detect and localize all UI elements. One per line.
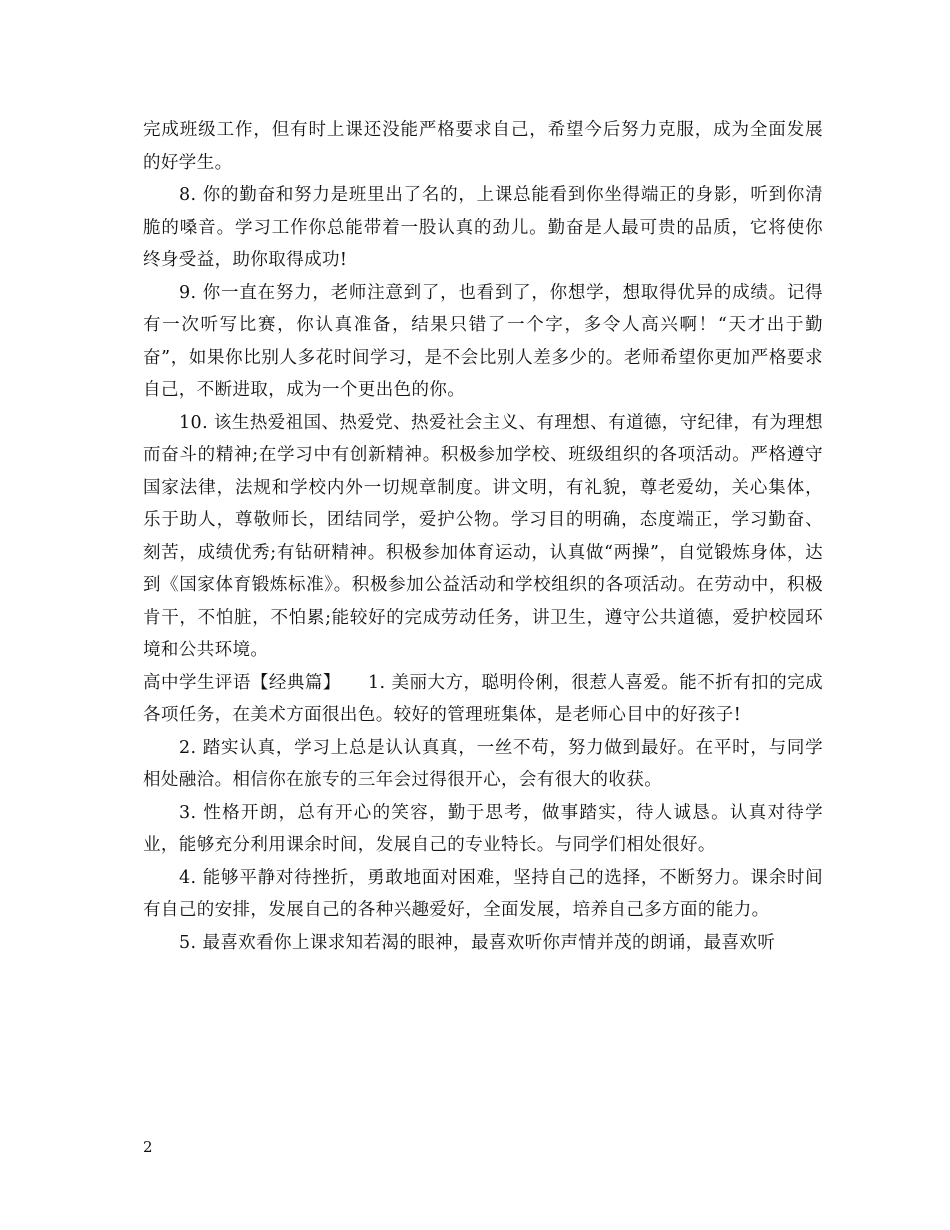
paragraph-comment-2: 2. 踏实认真，学习上总是认认真真，一丝不苟，努力做到最好。在平时，与同学相处融洽。相信你在旅专的三年会过得很开心，会有很大的收获。 [143,737,823,790]
paragraph-comment-3: 3. 性格开朗，总有开心的笑容，勤于思考，做事踏实，待人诚恳。认真对待学业，能够充分利用课余时间，发展自己的专业特长。与同学们相处很好。 [143,802,823,855]
paragraph-comment-8: 8. 你的勤奋和努力是班里出了名的，上课总能看到你坐得端正的身影，听到你清脆的嗓音。学习工作你总能带着一股认真的劲儿。勤奋是人最可贵的品质，它将使你终身受益，助你取得成功! [143,185,823,270]
document-body [143,114,823,959]
paragraph-comment-10: 10. 该生热爱祖国、热爱党、热爱社会主义、有理想、有道德，守纪律，有为理想而奋斗的精神;在学习中有创新精神。积极参加学校、班级组织的各项活动。严格遵守国家法律，法规和学校内外一切规章制度。讲文明，有礼貌，尊老爱幼，关心集体，乐于助人，尊敬师长，团结同学，爱护公物。学习目的明确，态度端正，学习勤奋、刻苦，成绩优秀;有钻研精神。积极参加体育运动，认真做“两操”，自觉锻炼身体，达到《国家体育锻炼标准》。积极参加公益活动和学校组织的各项活动。在劳动中，积极肯干，不怕脏，不怕累;能较好的完成劳动任务，讲卫生，遵守公共道德，爱护校园环境和公共环境。 [143,412,823,660]
page-number: 2 [143,1138,153,1156]
paragraph-section-heading-comment-1: 高中学生评语【经典篇】 1. 美丽大方，聪明伶俐，很惹人喜爱。能不折有扣的完成各项任务，在美术方面很出色。较好的管理班集体，是老师心目中的好孩子! [143,672,823,725]
paragraph-comment-4: 4. 能够平静对待挫折，勇敢地面对困难，坚持自己的选择，不断努力。课余时间有自己的安排，发展自己的各种兴趣爱好，全面发展，培养自己多方面的能力。 [143,867,823,920]
paragraph-comment-9: 9. 你一直在努力，老师注意到了，也看到了，你想学，想取得优异的成绩。记得有一次听写比赛，你认真准备，结果只错了一个字，多令人高兴啊！“天才出于勤奋”，如果你比别人多花时间学习，是不会比别人差多少的。老师希望你更加严格要求自己，不断进取，成为一个更出色的你。 [143,282,823,400]
paragraph-comment-5: 5. 最喜欢看你上课求知若渴的眼神，最喜欢听你声情并茂的朗诵，最喜欢听 [179,932,776,953]
paragraph-continuation: 完成班级工作，但有时上课还没能严格要求自己，希望今后努力克服，成为全面发展的好学生。 [143,120,823,173]
